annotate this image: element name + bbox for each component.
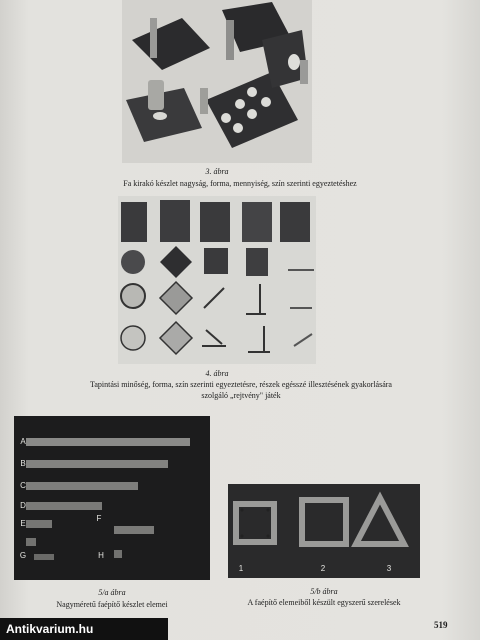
row-label-c: C [20, 481, 26, 490]
figure-5a-caption: Nagyméretű faépítő készlet elemei [56, 600, 168, 609]
row-label-h: H [98, 551, 104, 560]
figure-5b-label-3: 3 [386, 564, 392, 573]
figure-4-number: 4. ábra [205, 369, 229, 378]
figure-5a-photo [14, 416, 210, 580]
figure-4-photo [118, 196, 316, 364]
row-label-f: F [96, 514, 102, 523]
figure-5b-label-1: 1 [238, 564, 244, 573]
row-label-d: D [20, 501, 26, 510]
figure-5a-number: 5/a ábra [98, 588, 126, 597]
figure-3-photo [122, 0, 312, 163]
watermark[interactable]: Antikvarium.hu [0, 618, 168, 640]
row-label-a: A [20, 437, 26, 446]
figure-5b-caption: A faépítő elemeiből készült egyszerű szerelések [247, 598, 401, 607]
figure-5b-number: 5/b ábra [310, 587, 338, 596]
figure-3-number: 3. ábra [205, 167, 229, 176]
row-label-b: B [20, 459, 26, 468]
row-label-g: G [19, 551, 27, 560]
figure-4-caption-line-1: Tapintási minőség, forma, szín szerinti egyeztetésre, részek egésszé illesztésének gyakorlására [90, 380, 392, 389]
figure-5b-label-2: 2 [320, 564, 326, 573]
figure-3-caption: Fa kirakó készlet nagyság, forma, mennyiség, szín szerinti egyeztetéshez [123, 179, 357, 188]
figure-4-caption-line-2: szolgáló „rejtvény" játék [201, 391, 281, 400]
row-label-e: E [20, 519, 26, 528]
page-number: 519 [434, 620, 448, 630]
